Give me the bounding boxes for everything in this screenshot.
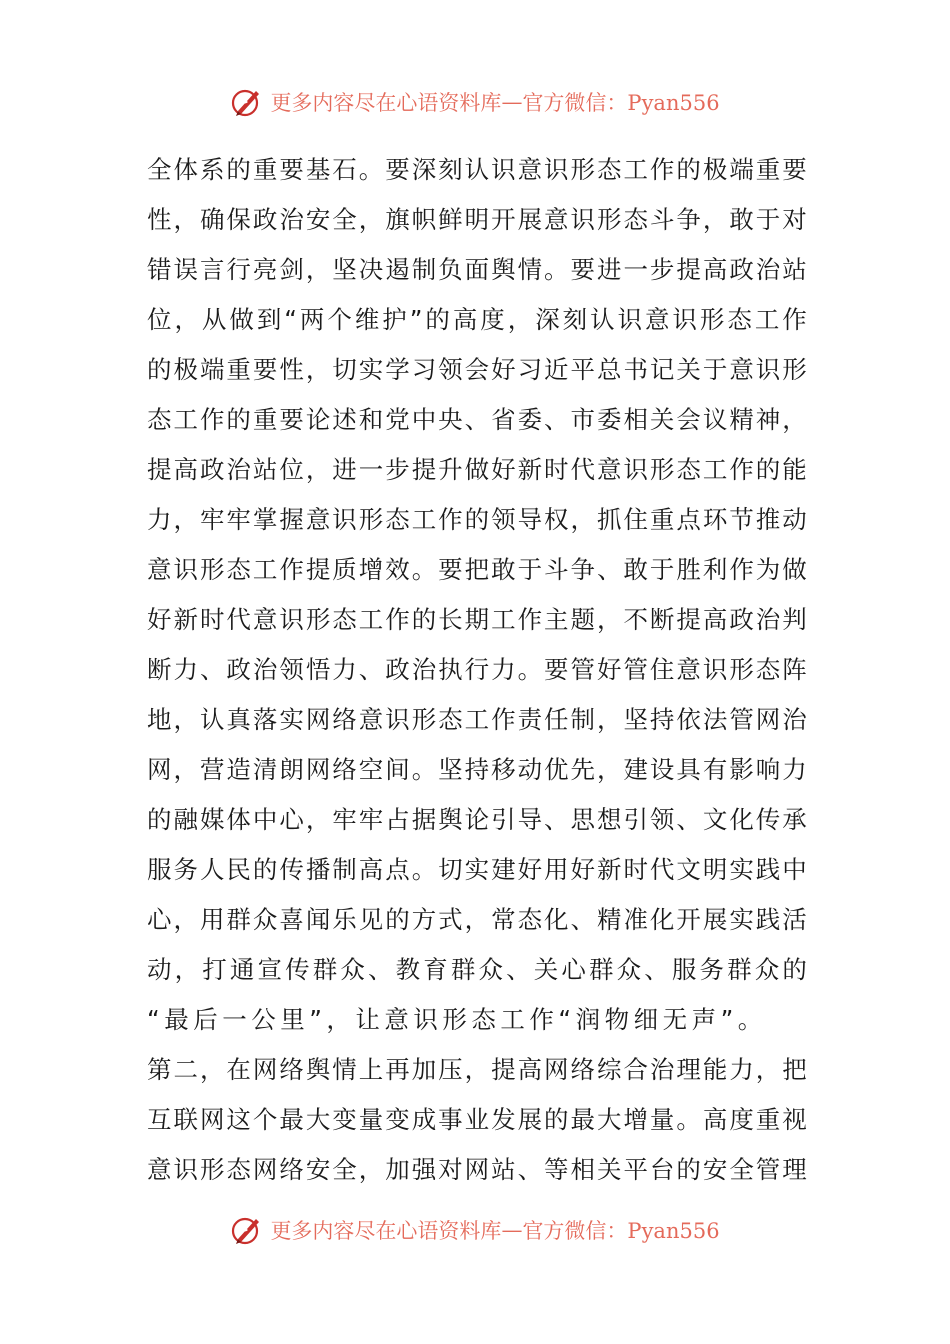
header-wechat: 官方微信：Pyan556: [522, 91, 720, 115]
text-line: 地 ， 认 真 落 实 网 络 意 识 形 态 工 作 责 任 制 ， 坚 持 依 法 管 网 治: [147, 705, 807, 734]
text-line: 全 体 系 的 重 要 基 石 。 要 深 刻 认 识 意 识 形 态 工 作 的 极 端 重 要: [147, 155, 807, 184]
text-line: “最后一公里”，让意识形态工作“润物细无声”。: [147, 1005, 767, 1034]
body-text: [147, 145, 807, 1195]
text-line: 网 ， 营 造 清 朗 网 络 空 间 。 坚 持 移 动 优 先 ， 建 设 具 有 影 响 力: [147, 755, 807, 784]
header-dash: —: [501, 90, 523, 114]
text-line: 意 识 形 态 工 作 提 质 增 效 。 要 把 敢 于 斗 争 、 敢 于 胜 利 作 为 做: [147, 555, 807, 584]
text-line: 断 力 、 政 治 领 悟 力 、 政 治 执 行 力 。 要 管 好 管 住 意 识 形 态 阵: [147, 655, 807, 684]
text-line: 互 联 网 这 个 最 大 变 量 变 成 事 业 发 展 的 最 大 增 量 。 高 度 重 视: [147, 1105, 807, 1134]
text-line: 的 极 端 重 要 性 ， 切 实 学 习 领 会 好 习 近 平 总 书 记 关 于 意 识 形: [147, 355, 807, 384]
text-line: 好 新 时 代 意 识 形 态 工 作 的 长 期 工 作 主 题 ， 不 断 提 高 政 治 判: [147, 605, 807, 634]
text-line: 态 工 作 的 重 要 论 述 和 党 中 央 、 省 委 、 市 委 相 关 会 议 精 神 ，: [147, 405, 807, 434]
footer-wechat: 官方微信：Pyan556: [522, 1219, 720, 1243]
text-line: 心 ， 用 群 众 喜 闻 乐 见 的 方 式 ， 常 态 化 、 精 准 化 开 展 实 践 活: [147, 905, 807, 934]
text-line: 意 识 形 态 网 络 安 全 ， 加 强 对 网 站 、 等 相 关 平 台 的 安 全 管 理: [147, 1155, 807, 1184]
text-line: 错 误 言 行 亮 剑 ， 坚 决 遏 制 负 面 舆 情 。 要 进 一 步 提 高 政 治 站: [147, 255, 807, 284]
pen-logo-icon: [230, 1213, 264, 1247]
text-line: 服 务 人 民 的 传 播 制 高 点 。 切 实 建 好 用 好 新 时 代 文 明 实 践 中: [147, 855, 807, 884]
text-line: 性 ， 确 保 政 治 安 全 ， 旗 帜 鲜 明 开 展 意 识 形 态 斗 争 ， 敢 于 对: [147, 205, 807, 234]
footer-dash: —: [501, 1218, 523, 1242]
header-text: 更多内容尽在心语资料库: [270, 91, 502, 115]
pen-logo-icon: [230, 85, 264, 119]
text-line: 第 二 ， 在 网 络 舆 情 上 再 加 压 ， 提 高 网 络 综 合 治 理 能 力 ， 把: [147, 1055, 807, 1084]
text-line: 位 ， 从 做 到 “ 两 个 维 护 ” 的 高 度 ， 深 刻 认 识 意 识 形 态 工 作: [147, 305, 807, 334]
text-line: 动 ， 打 通 宣 传 群 众 、 教 育 群 众 、 关 心 群 众 、 服 务 群 众 的: [147, 955, 807, 984]
footer-banner: [0, 1210, 950, 1250]
footer-text: 更多内容尽在心语资料库: [270, 1219, 502, 1243]
text-line: 力 ， 牢 牢 掌 握 意 识 形 态 工 作 的 领 导 权 ， 抓 住 重 点 环 节 推 动: [147, 505, 807, 534]
text-line: 提 高 政 治 站 位 ， 进 一 步 提 升 做 好 新 时 代 意 识 形 态 工 作 的 能: [147, 455, 807, 484]
header-banner: [0, 82, 950, 122]
text-line: 的 融 媒 体 中 心 ， 牢 牢 占 据 舆 论 引 导 、 思 想 引 领 、 文 化 传 承: [147, 805, 807, 834]
